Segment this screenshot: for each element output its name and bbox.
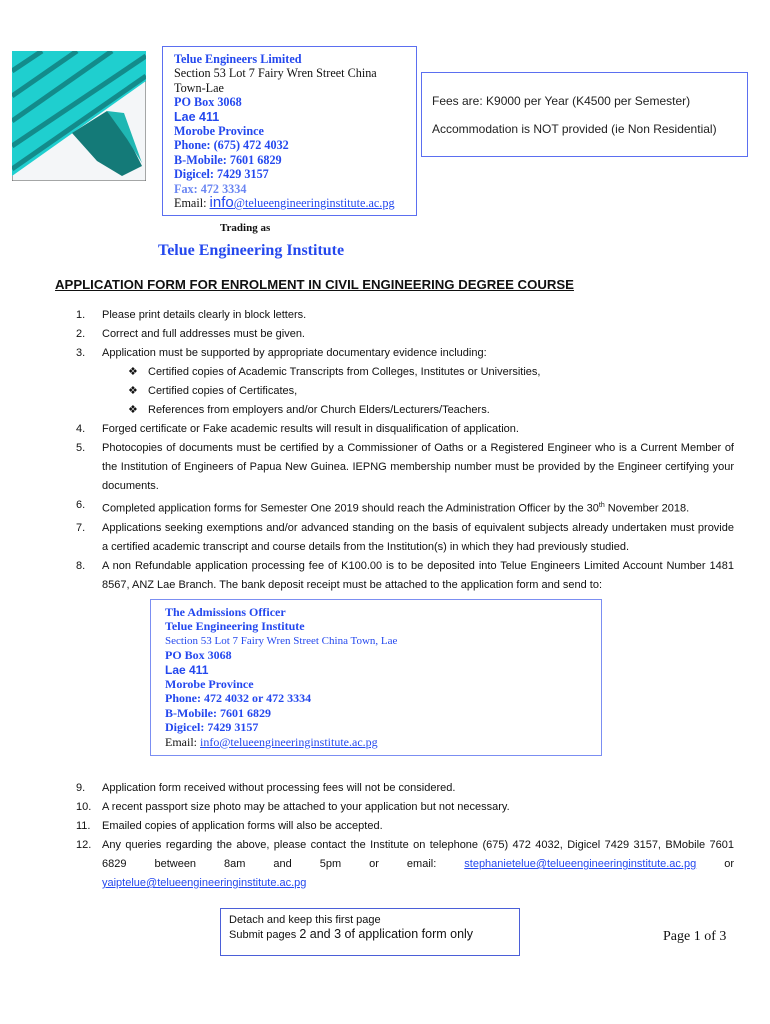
submit-note-part: 2 and 3 of application form only [299,927,474,941]
instructions-list-1 [70,306,734,595]
item-text: Please print details clearly in block letters. [102,309,307,321]
fees-box [421,72,748,157]
bullet-item [70,401,734,420]
list-item [70,817,734,836]
admissions-email-link[interactable]: info@telueengineeringinstitute.ac.pg [200,734,378,749]
list-item [70,325,734,344]
item-number: 9. [76,782,86,794]
diamond-bullet-icon: ❖ [128,404,138,416]
accommodation-text: Accommodation is NOT provided (ie Non Residential) [432,122,717,136]
list-item [70,439,734,496]
item-text-part: November 2018. [604,502,690,515]
submit-note-part: Submit pages [229,929,300,941]
item-text: Forged certificate or Fake academic results will result in disqualification of application. [102,423,519,435]
list-item [70,779,734,798]
bullet-text: Certified copies of Academic Transcripts from Colleges, Institutes or Universities, [148,366,541,378]
diamond-bullet-icon: ❖ [128,366,138,378]
city: Lae 411 [174,109,220,124]
company-address-box [162,46,417,216]
email-user: info [209,194,234,212]
admissions-institute: Telue Engineering Institute [165,619,305,634]
institute-name: Telue Engineering Institute [158,242,345,259]
list-item [70,519,734,557]
email-link-stephanie[interactable]: stephanietelue@telueengineeringinstitute.ac.pg [464,858,697,870]
email-link-yaip[interactable]: yaiptelue@telueengineeringinstitute.ac.pg [102,877,307,889]
item-text: A recent passport size photo may be attached to your application but not necessary. [102,801,510,813]
address-line: Town-Lae [174,80,224,95]
list-item [70,557,734,595]
item-text-part: Completed application forms for Semester One 2019 should reach the Administration Officer by the 30 [102,502,599,515]
list-item [70,344,734,363]
admissions-officer: The Admissions Officer [165,605,286,619]
admissions-address: Section 53 Lot 7 Fairy Wren Street China Town, Lae [165,634,398,647]
item-text [102,496,734,519]
item-text: Photocopies of documents must be certified by a Commissioner of Oaths or a Registered Engineer who is a Current Member of the Institution of Engineers of Papua New Guinea. IEPNG membership number must be provided by the Engineer certifying your documents. [102,442,734,492]
email-label: Email: [174,196,210,211]
item-text: Correct and full addresses must be given. [102,328,305,340]
email-label: Email: [165,734,200,749]
diamond-bullet-icon: ❖ [128,385,138,397]
po-box: PO Box 3068 [174,95,242,110]
email-row [174,196,416,210]
item-number: 7. [76,521,86,534]
trading-as: Trading as [220,222,271,234]
admissions-email-row [165,735,601,749]
superscript: th [598,502,605,509]
phone: Phone: (675) 472 4032 [174,138,289,153]
item-number: 12. [76,839,92,851]
item-text-part: or [696,858,734,870]
instructions-list-2 [70,779,734,893]
item-number: 2. [76,328,86,340]
admissions-digicel: Digicel: 7429 3157 [165,720,259,735]
bmobile: B-Mobile: 7601 6829 [174,152,282,167]
item-number: 1. [76,309,86,321]
item-text: Application form received without processing fees will not be considered. [102,782,456,794]
province: Morobe Province [174,124,264,139]
item-text: A non Refundable application processing fee of K100.00 is to be deposited into Telue Engineers Limited Account Number 1481 8567, ANZ Lae Branch. The bank deposit receipt must be attached to the application form and send to: [102,559,734,591]
bullet-item [70,382,734,401]
item-text: Application must be supported by appropriate documentary evidence including: [102,347,487,359]
fax: Fax: 472 3334 [174,181,247,196]
item-text: Emailed copies of application forms will also be accepted. [102,820,383,832]
item-number: 10. [76,801,92,813]
list-item [70,306,734,325]
admissions-city: Lae 411 [165,662,209,677]
list-item [70,836,734,893]
item-text-part: Any queries regarding the above, please contact the Institute on telephone (675) 472 4032, Digicel 7429 3157, BMobile 7601 6829 between 8am and 5pm or email: [102,839,734,870]
admissions-address-box [150,599,602,756]
item-number: 4. [76,423,86,435]
company-name: Telue Engineers Limited [174,52,302,66]
admissions-province: Morobe Province [165,677,254,692]
email-domain: @telueengineeringinstitute.ac.pg [233,196,395,211]
address-line: Section 53 Lot 7 Fairy Wren Street China [174,66,377,81]
bullet-item [70,363,734,382]
item-number: 3. [76,347,86,359]
item-number: 8. [76,559,86,572]
digicel: Digicel: 7429 3157 [174,167,269,182]
submit-note [229,927,519,942]
detach-note: Detach and keep this first page [229,914,381,926]
item-number: 11. [76,820,91,832]
email-link[interactable] [210,196,395,210]
admissions-phone: Phone: 472 4032 or 472 3334 [165,691,312,706]
company-logo-icon [12,51,146,181]
page-number: Page 1 of 3 [663,929,727,944]
list-item [70,420,734,439]
item-number: 6. [76,499,86,511]
item-text: Applications seeking exemptions and/or advanced standing on the basis of equivalent subjects already undertaken must provide a certified academic transcript and course details from the Institution(s) in which they had previously studied. [102,521,734,553]
bullet-text: Certified copies of Certificates, [148,385,298,397]
list-item [70,798,734,817]
item-text [102,836,734,893]
admissions-po-box: PO Box 3068 [165,648,232,663]
admissions-bmobile: B-Mobile: 7601 6829 [165,705,271,720]
list-item [70,496,734,519]
fees-text: Fees are: K9000 per Year (K4500 per Semester) [432,94,691,108]
form-title: APPLICATION FORM FOR ENROLMENT IN CIVIL ENGINEERING DEGREE COURSE [55,277,574,292]
detach-note-box [220,908,520,956]
bullet-text: References from employers and/or Church Elders/Lecturers/Teachers. [148,404,490,416]
item-number: 5. [76,442,86,454]
